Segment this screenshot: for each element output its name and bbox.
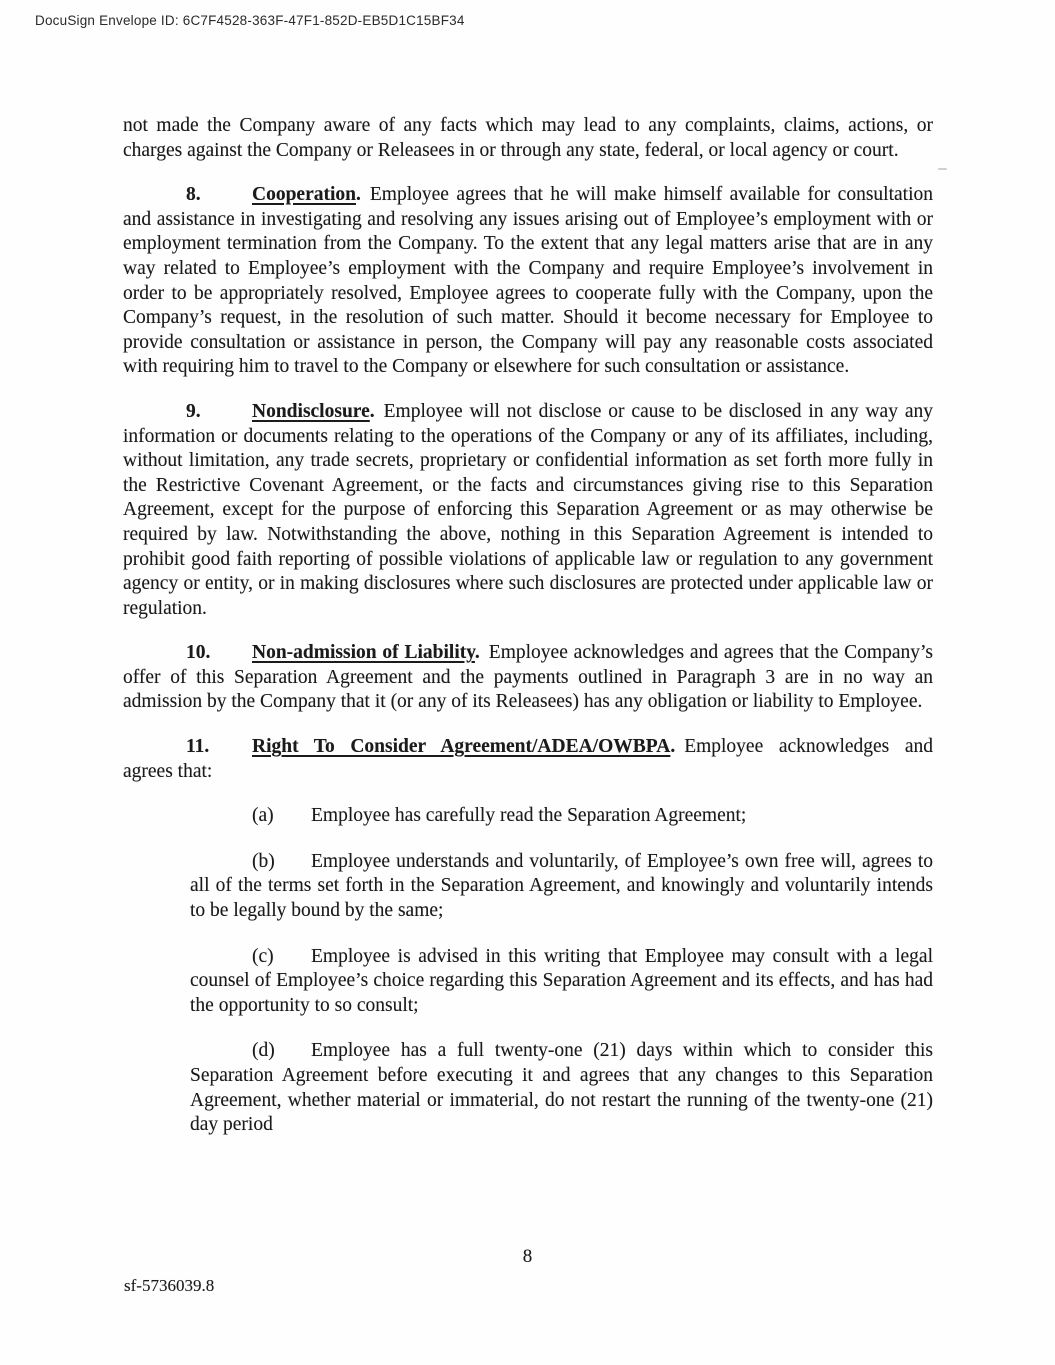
document-body — [123, 114, 933, 1159]
scan-artifact — [938, 168, 947, 170]
subitem-label: (d) — [252, 1040, 275, 1062]
paragraph-heading-period: . — [369, 400, 375, 422]
subitem-c — [123, 945, 933, 1019]
paragraph-11-right-to-consider — [123, 735, 933, 784]
paragraph-heading-period: . — [474, 642, 480, 664]
paragraph-text: Employee acknowledges and agrees that the Company’s offer of this Separation Agreement and the payments outlined in Paragraph 3 are in no way an admission by the Company that it (or any of its Releasees) has any obligation or liability to Employee. — [123, 642, 933, 713]
subitem-text: Employee is advised in this writing that Employee may consult with a legal counsel of Employee’s choice regarding this Separation Agreement and its effects, and has had the opportunity to so consult; — [190, 945, 933, 1016]
paragraph-heading: Cooperation — [252, 184, 356, 206]
paragraph-number: 9. — [186, 400, 201, 422]
page-number: 8 — [522, 1246, 533, 1267]
paragraph-number: 11. — [186, 736, 210, 758]
paragraph-9-nondisclosure — [123, 400, 933, 621]
paragraph-text: Employee acknowledges and agrees that: — [123, 736, 933, 782]
paragraph-heading: Nondisclosure — [252, 400, 370, 422]
continuation-paragraph: not made the Company aware of any facts which may lead to any complaints, claims, actions, or charges against the Company or Releasees in or through any state, federal, or local agency or court. — [123, 115, 933, 161]
subitem-label: (a) — [252, 805, 274, 827]
paragraph-heading: Right To Consider Agreement/ADEA/OWBPA — [252, 736, 671, 758]
paragraph-8-cooperation — [123, 183, 933, 380]
subitem-text: Employee understands and voluntarily, of Employee’s own free will, agrees to all of the terms set forth in the Separation Agreement, and knowingly and voluntarily intends to be legally bound by the same; — [190, 850, 933, 922]
paragraph-number: 10. — [186, 642, 211, 664]
paragraph-10-non-admission — [123, 641, 933, 715]
subitem-a — [123, 804, 933, 829]
paragraph-heading-period: . — [356, 184, 361, 206]
paragraph-number: 8. — [186, 184, 201, 206]
subitem-text: Employee has carefully read the Separation Agreement; — [311, 805, 747, 827]
subitem-text: Employee has a full twenty-one (21) days within which to consider this Separation Agreement before executing it and agrees that any changes to this Separation Agreement, whether material or immaterial, do not restart the running of the twenty-one (21) day period — [190, 1040, 933, 1136]
docusign-envelope-id: DocuSign Envelope ID: 6C7F4528-363F-47F1-852D-EB5D1C15BF34 — [35, 13, 465, 28]
paragraph-text: Employee agrees that he will make himself available for consultation and assistance in investigating and resolving any issues arising out of Employee’s employment with or employment termination from the Company. To the extent that any legal matters arise that are in any way related to Employee’s employment with the Company and require Employee’s involvement in order to be appropriately resolved, Employee agrees to cooperate fully with the Company, upon the Company’s request, in the resolution of such matter. Should it become necessary for Employee to provide consultation or assistance in person, the Company will pay any reasonable costs associated with requiring him to travel to the Company or elsewhere for such consultation or assistance. — [123, 184, 933, 378]
subitem-b — [123, 850, 933, 924]
subitem-label: (b) — [252, 850, 275, 872]
paragraph-text: Employee will not disclose or cause to be disclosed in any way any information or documents relating to the operations of the Company or any of its affiliates, including, without limitation, any trade secrets, proprietary or confidential information as set forth more fully in the Restrictive Covenant Agreement, or the facts and circumstances giving rise to this Separation Agreement, except for the purpose of enforcing this Separation Agreement or as may otherwise be required by law. Notwithstanding the above, nothing in this Separation Agreement is intended to prohibit good faith reporting of possible violations of applicable law or regulation to any government agency or entity, or in making disclosures where such disclosures are protected under applicable law or regulation. — [123, 400, 933, 619]
document-reference-number: sf-5736039.8 — [124, 1276, 215, 1295]
subitem-label: (c) — [252, 945, 274, 967]
paragraph-heading-period: . — [670, 736, 676, 758]
subitem-d — [123, 1039, 933, 1137]
paragraph-heading: Non-admission of Liability — [252, 642, 475, 664]
